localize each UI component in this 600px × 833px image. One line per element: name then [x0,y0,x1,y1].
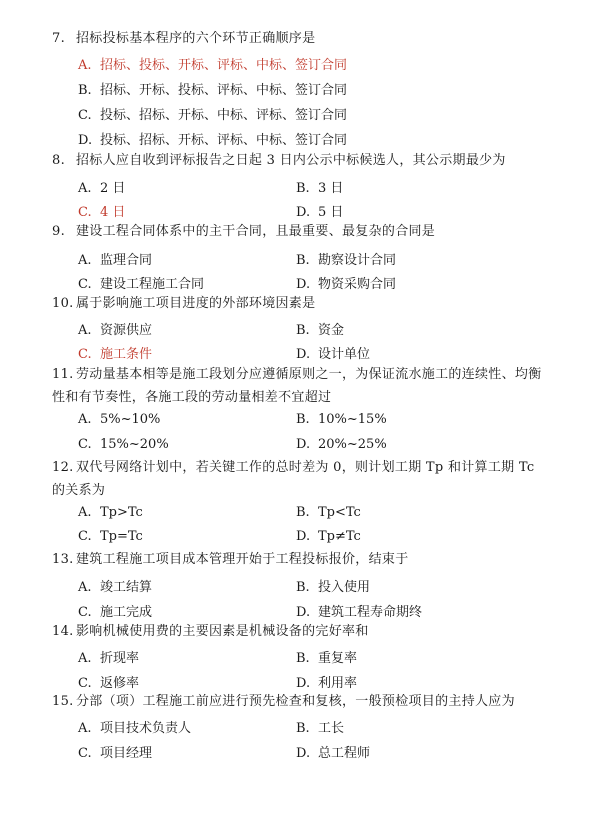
option-letter: D. [296,277,311,292]
option-text: 设计单位 [318,347,371,362]
option-a [78,249,152,268]
option-b [296,177,343,196]
option-letter: A. [78,58,92,73]
option-c [78,529,143,544]
option-text: 重复率 [318,651,358,666]
option-letter: D. [296,347,311,362]
option-a [78,319,152,338]
option-a [78,177,125,196]
question-number: 7. [52,31,66,46]
option-text: 施工条件 [100,347,153,362]
option-letter: B. [296,505,310,520]
option-letter: B. [296,412,310,427]
option-d [296,437,387,452]
option-letter: D. [296,437,311,452]
option-text: 投入使用 [318,580,371,595]
option-text: Tp<Tc [318,505,361,520]
option-text: 施工完成 [100,605,153,620]
question-text: 招标人应自收到评标报告之日起 3 日内公示中标候选人，其公示期最少为 [76,153,506,168]
option-c [78,672,139,691]
option-letter: D. [296,676,311,691]
question-stem [52,456,550,502]
option-c [78,601,152,620]
question-text: 影响机械使用费的主要因素是机械设备的完好率和 [76,624,369,639]
option-b [296,249,396,268]
option-b [296,647,357,666]
option-c [78,104,347,123]
question-stem [52,27,552,50]
question-text: 双代号网络计划中，若关键工作的总时差为 0，则计划工期 Tp 和计算工期 Tc 的关系为 [52,460,535,498]
option-a [78,412,160,427]
option-b [296,576,370,595]
option-text: 投标、招标、开标、评标、中标、签订合同 [100,133,348,148]
question-stem [52,220,552,243]
question-number: 9. [52,224,66,239]
option-letter: B. [296,580,310,595]
option-d [296,343,370,362]
option-text: 物资采购合同 [318,277,397,292]
option-a [78,717,191,736]
option-letter: C. [78,605,92,620]
option-text: 监理合同 [100,253,153,268]
option-d [296,672,357,691]
option-c [78,343,152,362]
option-text: 折现率 [100,651,140,666]
option-text: 项目技术负责人 [100,721,192,736]
option-letter: C. [78,277,92,292]
option-b [296,717,344,736]
option-text: 资金 [318,323,345,338]
option-text: Tp≠Tc [318,529,361,544]
option-text: 建设工程施工合同 [100,277,205,292]
option-text: 5%~10% [100,412,161,427]
option-text: 返修率 [100,676,140,691]
option-c [78,437,169,452]
option-letter: A. [78,580,92,595]
option-text: 竣工结算 [100,580,153,595]
option-text: 20%~25% [318,437,387,452]
option-letter: C. [78,108,92,123]
option-d [78,129,347,148]
question-text: 建设工程合同体系中的主干合同，且最重要、最复杂的合同是 [76,224,436,239]
option-a [78,505,143,520]
option-b [296,319,344,338]
option-letter: D. [296,605,311,620]
option-d [296,742,370,761]
option-letter: B. [296,181,310,196]
option-letter: C. [78,676,92,691]
option-letter: C. [78,347,92,362]
option-letter: D. [296,746,311,761]
question-stem [52,363,550,409]
question-text: 建筑工程施工项目成本管理开始于工程投标报价，结束于 [76,552,409,567]
option-text: 4 日 [100,205,126,220]
question-number: 11. [52,367,74,382]
option-letter: C. [78,746,92,761]
question-number: 12. [52,460,74,475]
option-c [78,742,152,761]
option-a [78,54,347,73]
option-text: 5 日 [318,205,344,220]
question-stem [52,690,552,713]
option-a [78,647,139,666]
option-text: 总工程师 [318,746,371,761]
question-stem [52,620,552,643]
option-text: 投标、招标、开标、中标、评标、签订合同 [100,108,348,123]
option-d [296,201,343,220]
option-c [78,273,204,292]
question-stem [52,292,552,315]
option-text: 项目经理 [100,746,153,761]
question-stem [52,149,552,172]
option-text: 2 日 [100,181,126,196]
option-letter: B. [296,721,310,736]
option-letter: B. [296,253,310,268]
option-letter: B. [78,83,92,98]
question-number: 15. [52,694,74,709]
option-letter: A. [78,651,92,666]
option-letter: D. [296,205,311,220]
option-letter: D. [296,529,311,544]
option-a [78,576,152,595]
option-text: 建筑工程寿命期终 [318,605,423,620]
option-letter: A. [78,181,92,196]
question-number: 13. [52,552,74,567]
option-letter: A. [78,412,92,427]
option-text: Tp>Tc [100,505,143,520]
option-letter: A. [78,721,92,736]
option-text: 工长 [318,721,345,736]
option-d [296,273,396,292]
option-text: 招标、投标、开标、评标、中标、签订合同 [100,58,348,73]
option-text: 资源供应 [100,323,153,338]
option-letter: A. [78,505,92,520]
option-text: 利用率 [318,676,358,691]
option-d [296,529,361,544]
option-b [296,412,387,427]
option-c [78,201,125,220]
option-letter: B. [296,651,310,666]
option-letter: C. [78,205,92,220]
question-text: 分部（项）工程施工前应进行预先检查和复核，一般预检项目的主持人应为 [76,694,515,709]
option-b [296,505,361,520]
question-number: 8. [52,153,66,168]
question-number: 14. [52,624,74,639]
option-b [78,79,347,98]
option-letter: C. [78,437,92,452]
option-letter: D. [78,133,93,148]
question-stem [52,548,552,571]
option-letter: B. [296,323,310,338]
option-text: 勘察设计合同 [318,253,397,268]
option-text: 3 日 [318,181,344,196]
option-text: 15%~20% [100,437,169,452]
option-d [296,601,422,620]
option-text: 招标、开标、投标、评标、中标、签订合同 [100,83,348,98]
option-text: 10%~15% [318,412,387,427]
question-text: 招标投标基本程序的六个环节正确顺序是 [76,31,316,46]
question-number: 10. [52,296,74,311]
option-letter: C. [78,529,92,544]
option-text: Tp=Tc [100,529,143,544]
question-text: 劳动量基本相等是施工段划分应遵循原则之一，为保证流水施工的连续性、均衡性和有节奏性，各施工段的劳动量相差不宜超过 [52,367,542,405]
option-letter: A. [78,253,92,268]
question-text: 属于影响施工项目进度的外部环境因素是 [76,296,316,311]
option-letter: A. [78,323,92,338]
